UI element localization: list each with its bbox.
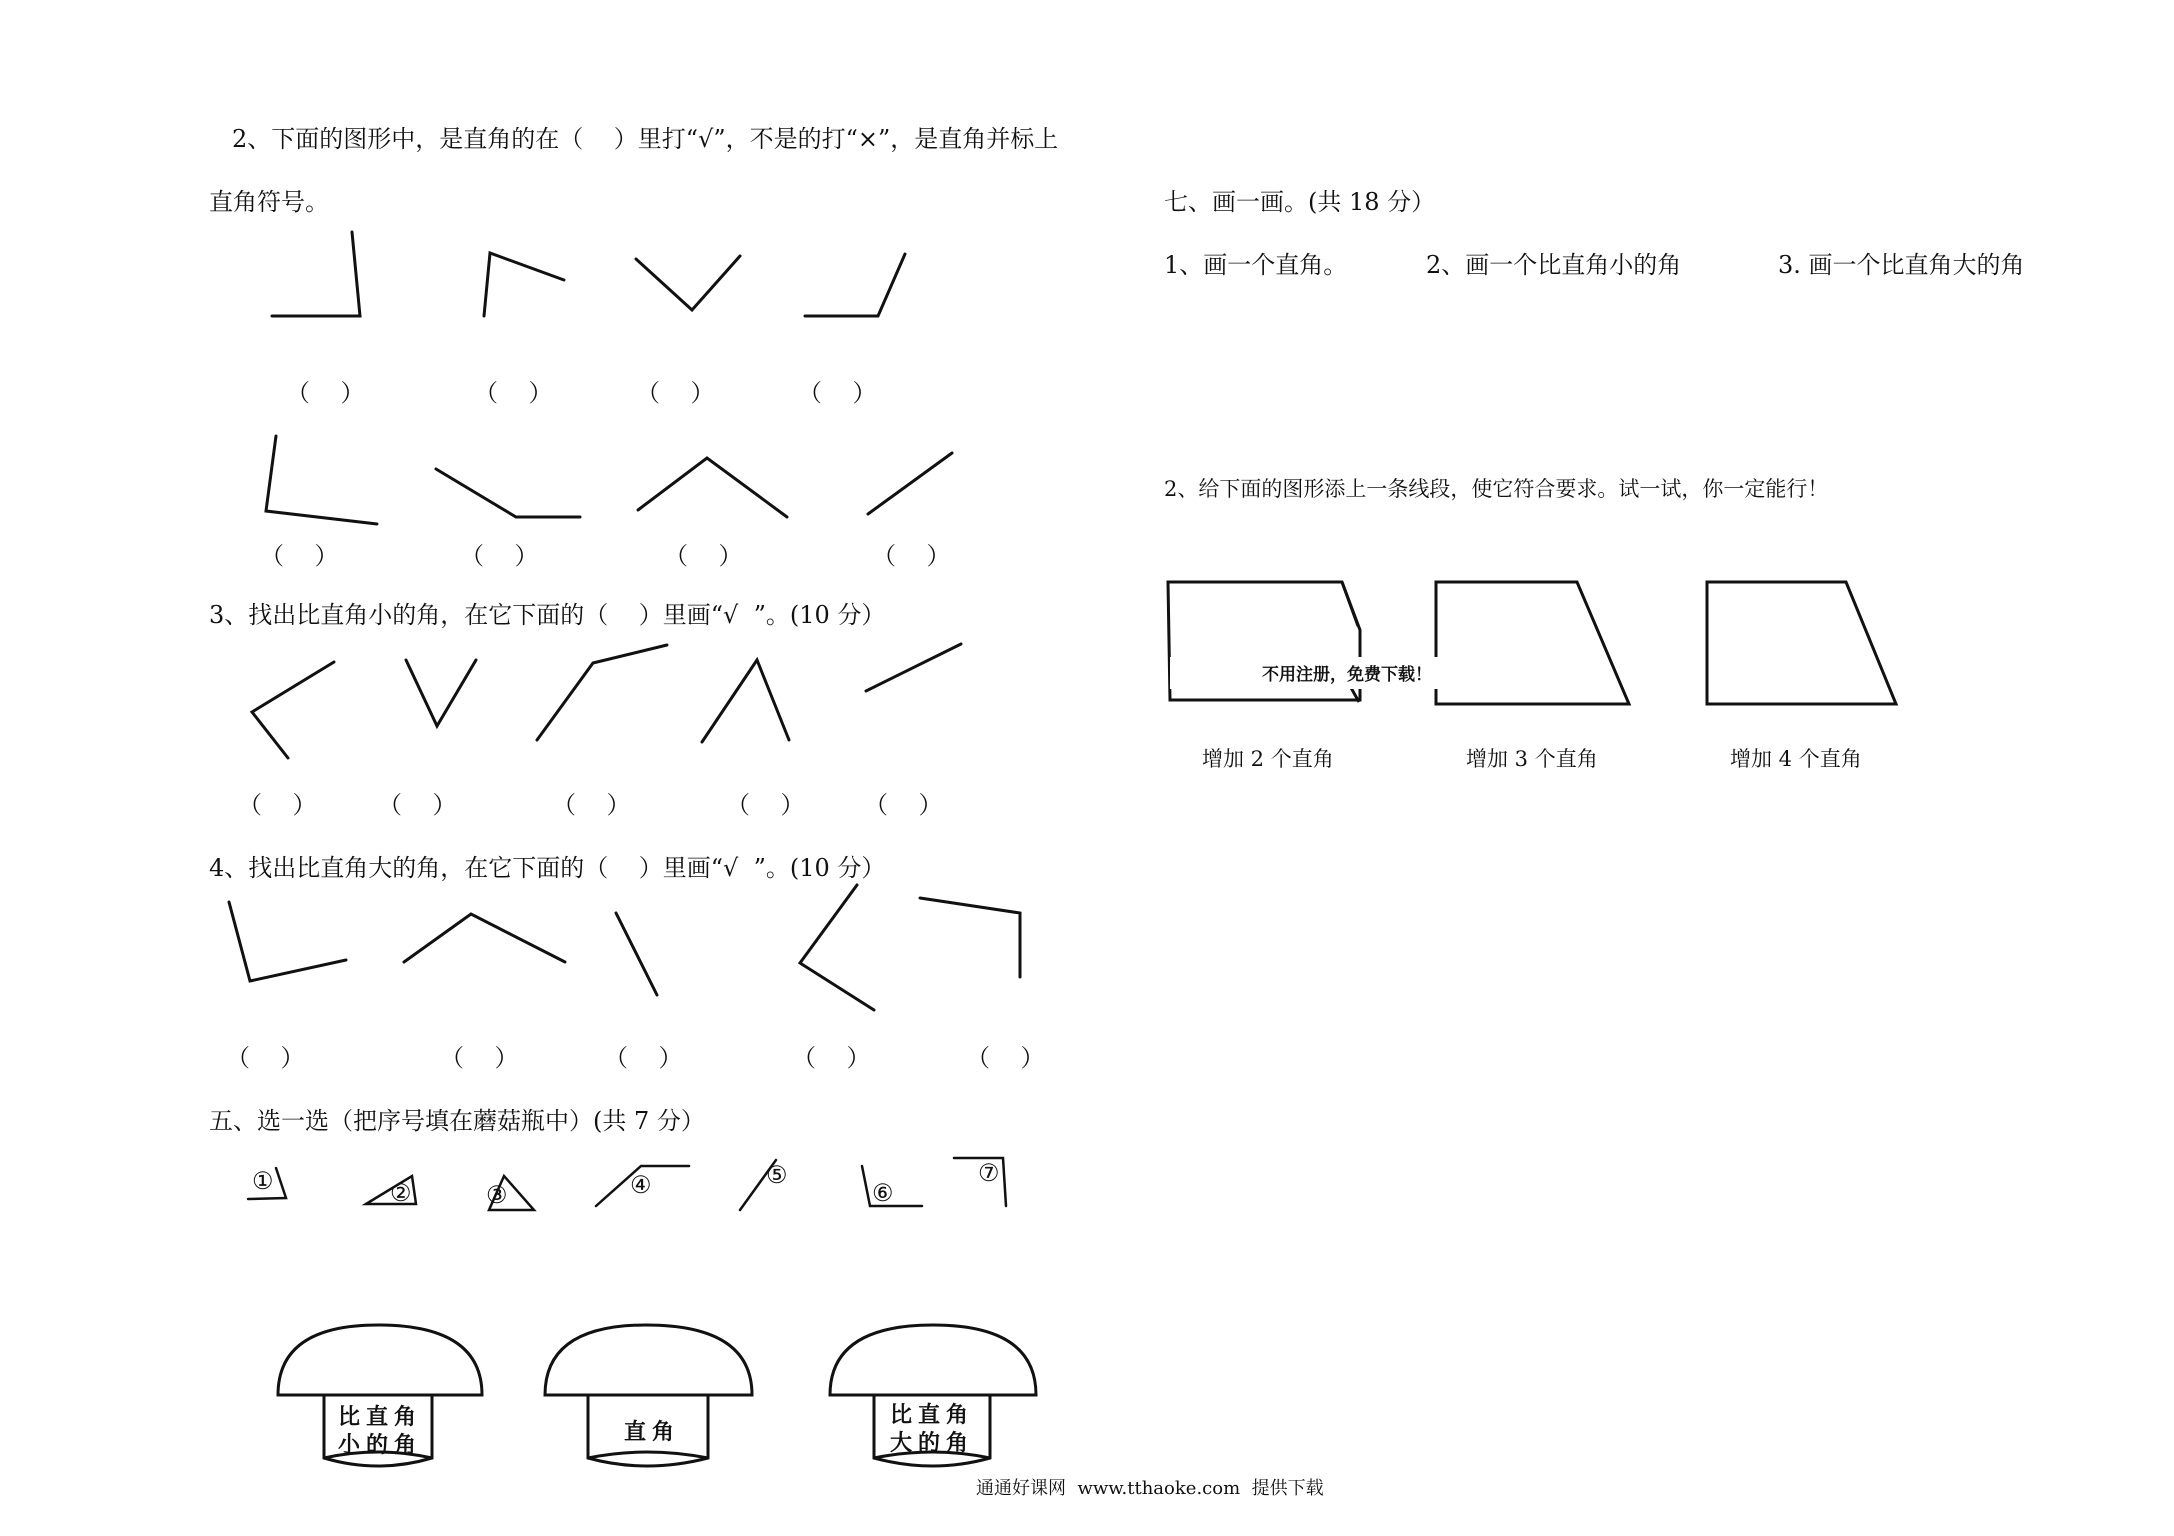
mushroom-3-label-line2: 大的角 <box>890 1431 975 1456</box>
q2-instruction-line1: 2、下面的图形中，是直角的在（ ）里打“√”，不是的打“×”，是直角并标上 <box>232 125 1059 153</box>
angle-figure <box>272 232 360 316</box>
angle-figure <box>805 254 905 316</box>
caption-3: 增加 4 个直角 <box>1730 747 1862 771</box>
trapezoid-3 <box>1707 582 1896 704</box>
angle-figure <box>636 256 740 310</box>
angle-figure <box>537 645 667 740</box>
mushroom-1-label-line2: 小的角 <box>338 1433 423 1458</box>
mushroom-1-label-line1: 比直角 <box>338 1405 423 1430</box>
angle-figure <box>920 898 1020 977</box>
draw-q3: 3. 画一个比直角大的角 <box>1778 251 2025 279</box>
angle-figure <box>866 644 961 691</box>
caption-1: 增加 2 个直角 <box>1202 747 1334 771</box>
answer-blank[interactable]: （ ） <box>440 1044 519 1072</box>
answer-blank[interactable]: （ ） <box>872 542 951 570</box>
answer-blank[interactable]: （ ） <box>966 1044 1045 1072</box>
angle-figure <box>800 885 874 1010</box>
angle-figure <box>616 913 657 995</box>
shape-number-3: ③ <box>486 1181 508 1209</box>
q3-instruction: 3、找出比直角小的角，在它下面的（ ）里画“√ ”。(10 分） <box>209 601 886 629</box>
answer-blank[interactable]: （ ） <box>664 542 743 570</box>
answer-blank[interactable]: （ ） <box>864 791 943 819</box>
angle-figure <box>702 660 789 742</box>
answer-blank[interactable]: （ ） <box>792 1044 871 1072</box>
answer-blank[interactable]: （ ） <box>798 379 877 407</box>
answer-blank[interactable]: （ ） <box>726 791 805 819</box>
angle-figure <box>229 902 346 981</box>
mushroom-2-label: 直角 <box>624 1420 681 1445</box>
answer-blank[interactable]: （ ） <box>474 379 553 407</box>
draw-q2: 2、画一个比直角小的角 <box>1426 251 1682 279</box>
q2-instruction-line2: 直角符号。 <box>209 188 329 216</box>
add-segment-instruction: 2、给下面的图形添上一条线段，使它符合要求。试一试，你一定能行！ <box>1164 477 1829 501</box>
angle-figure <box>404 914 565 962</box>
answer-blank[interactable]: （ ） <box>636 379 715 407</box>
shape-number-5: ⑤ <box>766 1161 788 1189</box>
shape-number-6: ⑥ <box>872 1179 894 1207</box>
draw-q1: 1、画一个直角。 <box>1164 251 1348 279</box>
answer-blank[interactable]: （ ） <box>260 542 339 570</box>
angle-figure <box>868 453 952 514</box>
angle-figure <box>638 458 787 517</box>
angle-figure <box>436 469 580 517</box>
section5-title: 五、选一选（把序号填在蘑菇瓶中）(共 7 分） <box>209 1107 705 1135</box>
answer-blank[interactable]: （ ） <box>460 542 539 570</box>
answer-blank[interactable]: （ ） <box>286 379 365 407</box>
shape-number-1: ① <box>252 1167 274 1195</box>
answer-blank[interactable]: （ ） <box>604 1044 683 1072</box>
angle-figure <box>406 660 476 726</box>
answer-blank[interactable]: （ ） <box>378 791 457 819</box>
shape-number-2: ② <box>390 1179 412 1207</box>
watermark-text: 不用注册，免费下载！ <box>1262 665 1432 685</box>
answer-blank[interactable]: （ ） <box>552 791 631 819</box>
q4-instruction: 4、找出比直角大的角，在它下面的（ ）里画“√ ”。(10 分） <box>209 854 886 882</box>
answer-blank[interactable]: （ ） <box>238 791 317 819</box>
angle-figure <box>484 253 564 316</box>
section7-title: 七、画一画。(共 18 分） <box>1164 188 1436 216</box>
caption-2: 增加 3 个直角 <box>1466 747 1598 771</box>
footer-credit: 通通好课网 www.tthaoke.com 提供下载 <box>976 1478 1324 1499</box>
angle-figure <box>266 436 377 524</box>
mushroom-3-label-line1: 比直角 <box>890 1403 975 1428</box>
shape-number-7: ⑦ <box>978 1159 1000 1187</box>
angle-figure <box>252 662 334 758</box>
shape-number-4: ④ <box>630 1171 652 1199</box>
answer-blank[interactable]: （ ） <box>226 1044 305 1072</box>
